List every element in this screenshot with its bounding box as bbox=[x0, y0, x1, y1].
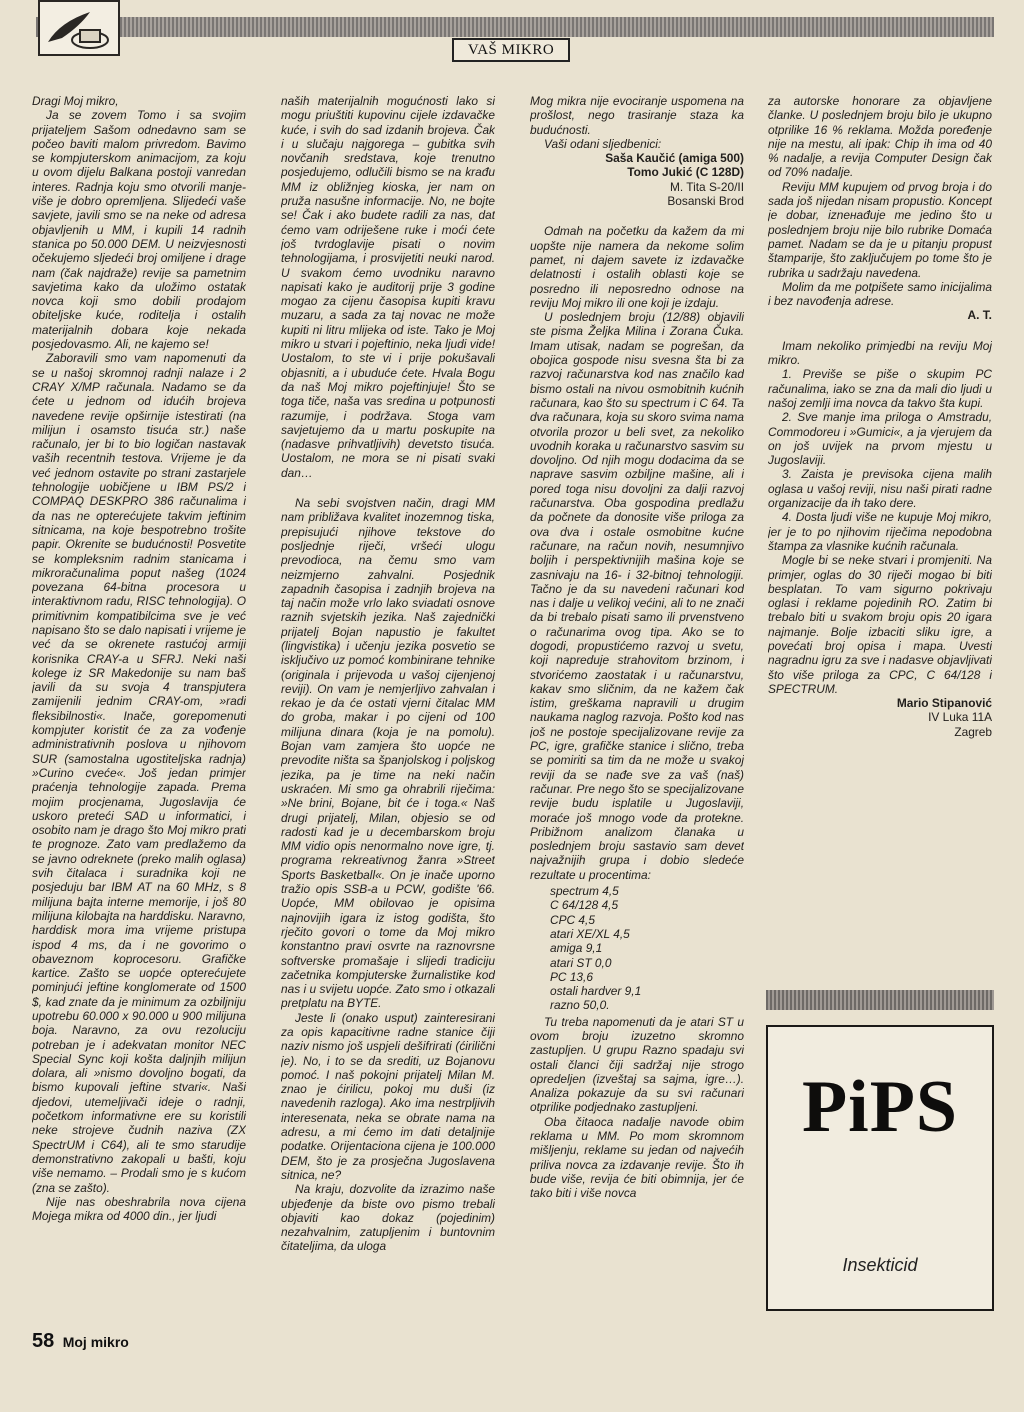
paragraph: Nije nas obeshrabrila nova cijena Mojega mikra od 4000 din., jer ljudi bbox=[32, 1194, 246, 1224]
signature-line: Saša Kaučić (amiga 500) bbox=[605, 151, 744, 166]
paragraph: Molim da me potpišete samo inicijalima i bez navođenja adrese. bbox=[768, 279, 992, 309]
ad-subtitle: Insekticid bbox=[842, 1255, 918, 1275]
signature-address: Bosanski Brod bbox=[667, 194, 744, 209]
paragraph: Jeste li (onako usput) zainteresirani za opis kapacitivne radne stanice čiji naziv nismo još uspjeli dešifrirati (ćirilični je). No, i to se da srediti, uz Bojanovu pomoć. I naš pokojni prijatelj Milan M. znao je ćirilicu, pokoj mu duši (iz navedenih razloga). Ako ima nestrpljivih interesenata, neka se obrate nama na adresu, a mi ćemo im dati detaljnije podatke. Orijentaciona cijena je 100.000 DEM, što je za prosječna Jugoslavena sitnica, ne? bbox=[281, 1010, 495, 1182]
page-footer bbox=[32, 1330, 129, 1354]
list-item: atari ST 0,0 bbox=[550, 955, 612, 970]
signature-initials: A. T. bbox=[967, 308, 992, 323]
paragraph: za autorske honorare za objavljene članke. U poslednjem broju bilo je ukupno otprilike 16 % reklama. Možda poređenje nije na mestu, ali ipak: Chip ih ima od 40 % nadalje, a revija Computer Design čak od 70% nadalje. bbox=[768, 94, 992, 180]
signature-address: IV Luka 11A bbox=[928, 710, 992, 725]
list-item: PC 13,6 bbox=[550, 969, 593, 984]
list-item: amiga 9,1 bbox=[550, 941, 603, 956]
paragraph: Ja se zovem Tomo i sa svojim prijateljem Sašom odnedavno sam se počeo baviti malom privredom. Bavimo se kompjuterskom animacijom, za koju u ovom dijelu Balkana postoji vanredan interes. Radnja koju smo otvorili manje-više je dobro opremljena. Slijedeći vaše savjete, javili smo se na neke od adresa objavljenih u MM, i kupili 14 radnih stanica po 50.000 DEM. U neizvjesnosti očekujemo sljedeći broj omiljene i drage nam (čak najdraže) revije sa pametnim savjetima kako da uložimo ostatak novca koji smo dobili prodajom obiteljske kuće, roditelja i ostalih materijalnih dobara koje nekada posjedovasmo. Ali, ne kajemo se! bbox=[32, 108, 246, 352]
paragraph: 2. Sve manje ima priloga o Amstradu, Commodoreu i »Gumici«, a ja vjerujem da on još uvijek na prvom mjestu u Jugoslaviji. bbox=[768, 410, 992, 468]
paragraph: Reviju MM kupujem od prvog broja i do sada još nijedan nisam propustio. Koncept je dobar, izneнađuje me jedino što u poslednjem broju nije bilo rubrike Domaća pamet. Nadam se da je u pitanju propust štamparije, što zaključujem po tome što je rubrika u sadržaju navedena. bbox=[768, 179, 992, 280]
quill-and-ink-icon bbox=[40, 2, 118, 54]
paragraph: U poslednjem broju (12/88) objavili ste pisma Željka Milina i Zorana Čuka. Imam utisak, nadam se pogrešan, da obojica gospode nisu svesna šta bi za razvoj računarstva kod nas značilo kad bismo ostali na nivou osmobitnih kućnih računara, kao što su spectrum i C 64. Ta dva računara, koja su skoro svima nama otvorila prozor u beli svet, za nekoliko uvodnih koraka u računarstvo sasvim su dovoljno. Od njih mogu dodacima da se naprave sasvim ozbiljne mašine, ali i pored toga nisu dovoljni za dalji razvoj računarstva. Oba gospodina predlažu da počnete da donosite više priloga za ova dva i ostale osmobitne kućne računare, na račun novih, nesumnjivo boljih i perspektivnijih mašina koje se zasnivaju na 16- i 32-bitnoj tehnologiji. Tačno je da su navedeni računari kod nas i dalje u velikoj većini, ali to ne znači da bi trebalo pisati samo ili prvenstveno o računarima ovog tipa. Ako se to dogodi, propustićemo razvoj u svetu, koji napreduje strahovitom brzinom, i stvorićemo zaostatak i u računarstvu, kakav smo sličnim, da ne kažem čak istim, greškama napravili u drugim naukama naglog razvoja. Pošto kod nas još ne postoje specijalizovane revije za PC, igre, grafičke stanice i slično, treba se pomiriti sa tim da ne može u svakoj reviji da se nađe sve za vaš (naš) računar. Pre nego što se specijalizovane revije budu isplatile u Jugoslaviji, moraće još mnogo vode da protekne. Pribižnom analizom članaka u poslednjem broju sastavio sam devet najvažnijih grupa i dobio sledeće rezultate u procentima: bbox=[530, 310, 744, 882]
section-label: VAŠ MIKRO bbox=[452, 38, 570, 62]
header-band bbox=[36, 17, 994, 37]
paragraph: 3. Zaista je previsoka cijena malih oglasa u vašoj reviji, nisu naši pirati radne organizacije da ih tako dere. bbox=[768, 467, 992, 511]
percentage-list bbox=[530, 884, 744, 1013]
paragraph: Mogle bi se neke stvari i promjeniti. Na primjer, oglas do 30 riječi mogao bi biti besplatan. To vam sigurno pokrivaju oglasi i reklame pojedinih RO. Zatim bi trebalo biti u svakom broju opis 20 igara najmanje. Bolje izbaciti sliku igre, a povećati broj opisa i mapa. Uvesti nagradnu igru za sve i nadasve objavljivati što više priloga za CPC, C 64/128 i SPECTRUM. bbox=[768, 553, 992, 696]
signature-name: Mario Stipanović bbox=[896, 696, 992, 711]
paragraph: 4. Dosta ljudi više ne kupuje Moj mikro, jer je to po njihovim riječima nepodobna štampa za vlasnike kućnih računala. bbox=[768, 510, 992, 553]
header-logo bbox=[38, 0, 120, 56]
list-item: ostali hardver 9,1 bbox=[550, 984, 642, 999]
paragraph: Odmah na početku da kažem da mi uopšte nije namera da nekome solim pamet, ni dajem savete iz izdavačke delatnosti i ostalih oblasti koje se posredno ili neposredno odnose na reviju Moj mikro ili one koji je izdaju. bbox=[530, 224, 744, 310]
salutation: Dragi Moj mikro, bbox=[32, 94, 119, 108]
signature-address: M. Tita S-20/II bbox=[669, 179, 744, 194]
list-item: CPC 4,5 bbox=[550, 912, 595, 927]
column-4 bbox=[768, 94, 992, 854]
paragraph: Na kraju, dozvolite da izrazimo naše ubjeđenje da biste ovo pismo trebali objaviti kao dokaz (pojedinim) nezahvalnim, zatupljenim i buntovnim čitateljima, da uloga bbox=[281, 1182, 495, 1254]
paragraph: Tu treba napomenuti da je atari ST u ovom broju izuzetno skromno zastupljen. U grupu Razno spadaju svi ostali članci čiji sadržaj nije strogo opredeljen (izveštaj sa sajma, igre…). Analiza pokazuje da su svi računari otprilike podjednako zastupljeni. bbox=[530, 1014, 744, 1115]
page-number: 58 bbox=[32, 1330, 55, 1352]
list-item: razno 50,0. bbox=[550, 998, 610, 1013]
paragraph: Vaši odani sljedbenici: bbox=[544, 136, 662, 151]
paragraph: naših materijalnih mogućnosti lako si mogu priuštiti kupovinu cijele izdavačke kuće, i svih do sad izdanih brojeva. Čak i u slučaju najgorega – gubitka svih novčanih sredstava, koje trenutno posjedujemo, odlučili bismo se na krađu MM iz obližnjeg kioska, jer nam on pruža nasušne informacije. No, ne bojte se! Čak i ako budete radili za nas, dat ćemo vam odriješene ruke i moći ćete još tvrdoglavije pisati o novim tehnologijama, i prosvijetiti neuki narod. U svakom ćemo uvodniku naravno napisati kako je auditorij prije 3 godine mogao za cijenu časopisa kupiti kravu muzaru, a sada za taj novac ne može kupiti ni litru mlijeka od iste. Tako je Moj mikro u stvari i pojeftinio, neka ljudi vide! Uostalom, to ste vi i prije pokušavali objasniti, a i ubuduće ćete. Hvala Bogu da naš Moj mikro pojeftinjuje! Što se toga tiče, naša vas sredina u potpunosti razumije, i podržava. Stoga vam savjetujemo da u martu poskupite na (nadasve prihvatljivih) devetsto tisuća. Uostalom, ne mora se ni pisati svaki dan… bbox=[281, 94, 495, 480]
advertisement bbox=[766, 1025, 994, 1311]
signature-address: Zagreb bbox=[954, 724, 992, 739]
signature-line: Tomo Jukić (C 128D) bbox=[627, 165, 744, 180]
magazine-name: Moj mikro bbox=[62, 1334, 129, 1350]
list-item: spectrum 4,5 bbox=[550, 884, 619, 899]
ad-band bbox=[766, 990, 994, 1010]
column-1 bbox=[32, 94, 246, 1324]
paragraph: Mog mikra nije evociranje uspomena na prošlost, nego trasiranje staza ka budućnosti. bbox=[530, 94, 744, 137]
paragraph: Oba čitaoca nadalje navode obim reklama u MM. Po mom skromnom mišljenju, reklame su jedan od najvećih priliva novca za izdavanje revije. Što ih bude više, revija će biti obimnija, jer će tako biti i više novca bbox=[530, 1114, 744, 1201]
list-item: C 64/128 4,5 bbox=[550, 898, 619, 913]
ad-title: PiPS bbox=[801, 1066, 959, 1148]
paragraph: Imam nekoliko primjedbi na reviju Moj mikro. bbox=[768, 338, 992, 368]
paragraph: 1. Previše se piše o skupim PC računalima, iako se zna da mali dio ljudi u našoj zemlji ima novca da takvo šta kupi. bbox=[768, 367, 992, 410]
column-2 bbox=[281, 94, 495, 1324]
paragraph: Na sebi svojstven način, dragi MM nam približava kvalitet inozemnog tiska, prepisujući njihove tekstove do posljednje riječi, vršeći ulogu prevodioca, na čemu smo vam neizmjerno zahvalni. Posjednik zapadnih časopisa i zadnjih brojeva na taj način može vrlo lako sviadati osnove raznih svjetskih jezika. Naš zajednički prijatelj Bojan napustio je fakultet (lingvistika) i učenju jezika posvetio se isključivo uz pomoć kombinirane tehnike (originala i prijevoda u vašoj cijenjenoj reviji). On vam je nemjerljivo zahvalan i rekao je da će ostati vjerni čitalac MM do groba, makar i po cijeni od 100 milijuna dinara (koja je na pomolu). Bojan vam zamjera što uopće ne prevodite ništa sa španjolskog i poljskog jezika, pa je time na neki način uskraćen. Mi smo ga ohrabrili riječima: »Ne brini, Bojane, bit će i toga.« Naš drugi prijatelj, Milan, objesio se od radosti kad je u decembarskom broju MM vidio opis nenormalno nove igre, tj. programa rekreativnog žanra »Street Sports Basketball«. On je inače uporno tražio opis SSB-a u PCW, godište '66. Uopće, MM obilovao je opisima najnovijih igara iz istog godišta, što rječito govori o tome da Moj mikro konstantno pravi osvrte na raznovrsne softverske promašaje i slijedi tradiciju začetnika kompjuterske žurnalistike kod nas i u svijetu uopće. Zato smo i otkazali pretplatu na BYTE. bbox=[281, 496, 495, 1011]
column-3 bbox=[530, 94, 744, 1324]
list-item: atari XE/XL 4,5 bbox=[550, 926, 630, 941]
paragraph: Zaboravili smo vam napomenuti da se u našoj skromnoj radnji nalaze i 2 CRAY X/MP računala. Nadamo se da ćete u jednom od idućih brojeva navedene revije opširnije istestirati (na milijun i osamsto tisuća str.) naše računalo, jer bi to bio logičan nastavak vaših recentnih testova. Vrijeme je da već jednom ostavite po strani zastarjele tehnologije uobičjene u IBM PS/2 i COMPAQ DESKPRO 386 računalima i da nas ne opterećujete takvim jeftinim sitnicama, na koje bespotrebno trošite papir. Okrenite se budućnosti! Posvetite se kompleksnim radnim stanicama i mikroračunalima poput našeg (1024 povezana 64-bitna procesora u interaktivnom radu, RISC tehnologija). O primitivnim kompatibilcima sve je već napisano što se dalo napisati i vrijeme je već da se okrenete rastućoj armiji korisnika CRAY-a u SFRJ. Neki naši kolege iz SR Makedonije su nam baš javili da su svoja 4 transpjutera zamijenili jednim CRAY-om, »radi fleksibilnosti«. Inače, gorepomenuti kompjuter koristit će za za vođenje administrativnih poslova u njihovom SUR (samostalna ugostiteljska radnja) »Curino cveće«. Još jedan primjer praćenja tehnologije zapada. Prema mojim procjenama, Jugoslavija će uskoro preteći SAD u informatici, i osobito nam je drago što Moj mikro prati te prognoze. Zato vam predlažemo da se javno odreknete (preko malih oglasa) svih čitalaca i suradnika koji ne posjeduju bar IBM AT na 60 MHz, s 8 milijuna bajta interne memorije, i još 80 milijuna kilobajta na harddisku. Naravno, harddisk mora ima vrijeme pristupa ispod 4 ms, da i ne govorimo o obaveznom koprocesoru. Grafičke kartice. Zašto se uopće opterećujete pominjući jeftine konglomerate od 1500 $, kad znate da je minimum za ozbiljniju upotrebu 60.000 x 90.000 u 900 milijuna boja. Naravno, za ovu rezoluciju potreban je i adekvatan monitor NEC Special Sync koji košta daljnjih milijun dolara, ali »nismo dovoljno bogati, da bismo kupovali jeftine stvari«. Naši djedovi, utemeljivači ideje o radnji, početkom informativne ere su koristili neke strojeve čudnih naziva (ZX SpectrUM i C64), ali te smo starudije demonstrativno zakopali u bašti, koju više nemamo. – Prodali smo je s kućom (zna se zašto). bbox=[32, 351, 246, 1195]
